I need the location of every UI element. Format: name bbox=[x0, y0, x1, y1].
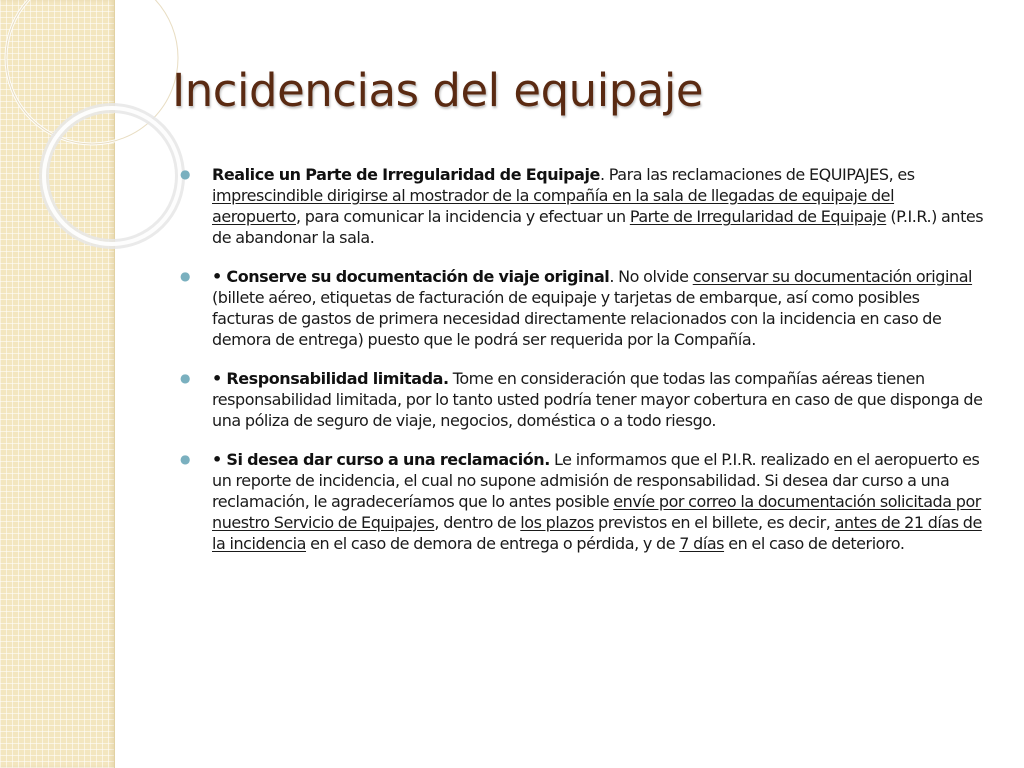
text-run: en el caso de deterioro. bbox=[724, 534, 905, 553]
text-run: Tome en consideración que todas las compañías aéreas tienen responsabilidad limitada, por lo tanto usted podría tener mayor cobertura en caso de que disponga de una póliza de seguro de viaje, negocios, doméstica o a todo riesgo. bbox=[212, 369, 983, 430]
text-run: en el caso de demora de entrega o pérdida, y de bbox=[306, 534, 680, 553]
bullet-list bbox=[180, 164, 985, 554]
text-run: Le informamos que el P.I.R. realizado en el aeropuerto es un reporte de incidencia, el cual no supone admisión de responsabilidad. Si desea dar curso a una reclamación, le agradeceríamos que lo antes posible bbox=[212, 450, 980, 511]
circle-bullet-icon: ● bbox=[180, 269, 191, 283]
bullet-item bbox=[180, 368, 985, 431]
bold-text: • Si desea dar curso a una reclamación. bbox=[212, 450, 550, 469]
text-run: previstos en el billete, es decir, bbox=[593, 513, 835, 532]
text-run: (P.I.R.) antes de abandonar la sala. bbox=[212, 207, 984, 247]
content-area bbox=[180, 164, 985, 572]
text-run: . No olvide bbox=[609, 267, 693, 286]
underlined-text: los plazos bbox=[520, 513, 594, 532]
bullet-text bbox=[212, 450, 982, 553]
underlined-text: conservar su documentación original bbox=[692, 267, 973, 286]
bold-text: • Responsabilidad limitada. bbox=[212, 369, 449, 388]
underlined-text: Parte de Irregularidad de Equipaje bbox=[629, 207, 887, 226]
decorative-side-band bbox=[0, 0, 115, 768]
bullet-text bbox=[212, 165, 983, 247]
bold-text: • Conserve su documentación de viaje original bbox=[212, 267, 610, 286]
bullet-item bbox=[180, 449, 985, 554]
text-run: , dentro de bbox=[434, 513, 521, 532]
bullet-item bbox=[180, 164, 985, 248]
underlined-text: antes de 21 días de la incidencia bbox=[212, 513, 982, 553]
text-run: , para comunicar la incidencia y efectuar un bbox=[295, 207, 630, 226]
circle-bullet-icon: ● bbox=[180, 371, 191, 385]
underlined-text: 7 días bbox=[679, 534, 725, 553]
text-run: (billete aéreo, etiquetas de facturación de equipaje y tarjetas de embarque, así como posibles facturas de gastos de primera necesidad directamente relacionados con la incidencia en caso de demora de entrega) puesto que le podrá ser requerida por la Compañía. bbox=[212, 288, 942, 349]
bullet-item bbox=[180, 266, 985, 350]
underlined-text: envíe por correo la documentación solicitada por nuestro Servicio de Equipajes bbox=[212, 492, 981, 532]
bullet-text bbox=[212, 369, 983, 430]
bullet-text bbox=[212, 267, 972, 349]
bold-text: Realice un Parte de Irregularidad de Equipaje bbox=[212, 165, 600, 184]
circle-bullet-icon: ● bbox=[180, 452, 191, 466]
slide-title: Incidencias del equipaje bbox=[172, 64, 704, 117]
text-run: . Para las reclamaciones de EQUIPAJES, es bbox=[599, 165, 915, 184]
underlined-text: imprescindible dirigirse al mostrador de la compañía en la sala de llegadas de equipaje del aeropuerto bbox=[212, 186, 895, 226]
circle-bullet-icon: ● bbox=[180, 167, 191, 181]
